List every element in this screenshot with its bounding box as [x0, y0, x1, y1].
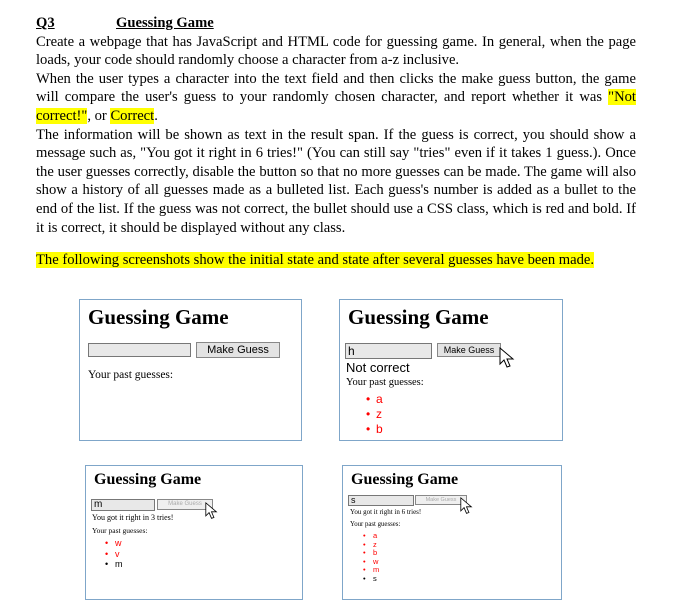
- guess-item-incorrect: • w: [363, 558, 379, 567]
- guess-item-incorrect: • b: [363, 549, 379, 558]
- guess-item-incorrect: • m: [363, 566, 379, 575]
- screenshot-correct-3-tries: [85, 465, 303, 600]
- guess-item-incorrect: • w: [105, 538, 123, 549]
- make-guess-button[interactable]: Make Guess: [196, 342, 280, 358]
- game-title: Guessing Game: [88, 305, 229, 329]
- question-number: Q3: [36, 15, 55, 31]
- past-guesses-label: Your past guesses:: [350, 521, 401, 528]
- guess-item-incorrect: • a: [363, 532, 379, 541]
- guess-history-list: [363, 532, 379, 584]
- guess-input[interactable]: s: [348, 495, 414, 506]
- guess-item-incorrect: • z: [366, 407, 383, 422]
- guess-item-incorrect: • v: [105, 549, 123, 560]
- period-text: .: [154, 107, 158, 124]
- arrow-cursor-icon: [499, 347, 515, 369]
- correct-highlight: Correct: [110, 107, 155, 124]
- screenshot-initial-state: [79, 299, 302, 441]
- question-heading: [36, 14, 636, 33]
- guess-item-correct: • s: [363, 575, 379, 584]
- guess-item-correct: • m: [105, 559, 123, 570]
- guess-history-list: [366, 392, 383, 437]
- guess-history-list: [105, 538, 123, 570]
- past-guesses-label: Your past guesses:: [346, 377, 424, 388]
- guess-input[interactable]: m: [91, 499, 155, 511]
- paragraph-3: The information will be shown as text in the result span. If the guess is correct, you should show a message such as, "You got it right in 6 tries!" (You can still say "tries" even if it takes 1 guess.). Once the user guesses correctly, disable the button so that no more guesses can be made. The game will also show a history of all guesses made as a bulleted list. Each guess's number is added as a bullet to the end of the list. If the guess was not correct, the bullet should use a CSS class, which is red and bold. If it is correct, it should be displayed without any class.: [36, 126, 636, 236]
- past-guesses-label: Your past guesses:: [92, 526, 148, 535]
- guess-item-incorrect: • z: [363, 541, 379, 550]
- result-span: Not correct: [346, 360, 410, 375]
- screenshots-intro-text: The following screenshots show the initial state and state after several guesses have been made.: [36, 252, 595, 269]
- game-title: Guessing Game: [351, 471, 459, 488]
- make-guess-button[interactable]: Make Guess: [415, 495, 467, 505]
- guess-item-incorrect: • a: [366, 392, 383, 407]
- screenshot-not-correct: [339, 299, 563, 441]
- game-title: Guessing Game: [94, 471, 202, 488]
- not-correct-highlight: "Not correct!": [36, 89, 636, 124]
- screenshot-correct-6-tries: [342, 465, 562, 600]
- arrow-cursor-icon: [460, 497, 473, 515]
- paragraph-1: Create a webpage that has JavaScript and HTML code for guessing game. In general, when the page loads, your code should randomly choose a character from a-z inclusive.: [36, 33, 636, 69]
- result-span: You got it right in 3 tries!: [92, 513, 174, 522]
- guess-input[interactable]: [88, 343, 191, 357]
- game-title: Guessing Game: [348, 305, 489, 329]
- or-text: , or: [87, 107, 111, 124]
- arrow-cursor-icon: [205, 502, 218, 520]
- question-title: Guessing Game: [116, 15, 214, 31]
- screenshots-intro: [36, 251, 606, 270]
- paragraph-2: [36, 70, 636, 126]
- past-guesses-label: Your past guesses:: [88, 369, 174, 381]
- guess-input[interactable]: h: [345, 343, 432, 359]
- guess-item-incorrect: • b: [366, 422, 383, 437]
- assignment-document: [36, 14, 636, 270]
- result-span: You got it right in 6 tries!: [350, 508, 422, 516]
- make-guess-button[interactable]: Make Guess: [437, 343, 501, 357]
- make-guess-button[interactable]: Make Guess: [157, 499, 213, 510]
- paragraph-2-text: When the user types a character into the text field and then clicks the make guess button, the game will compare the user's guess to your randomly chosen character, and report whether it was: [36, 70, 636, 106]
